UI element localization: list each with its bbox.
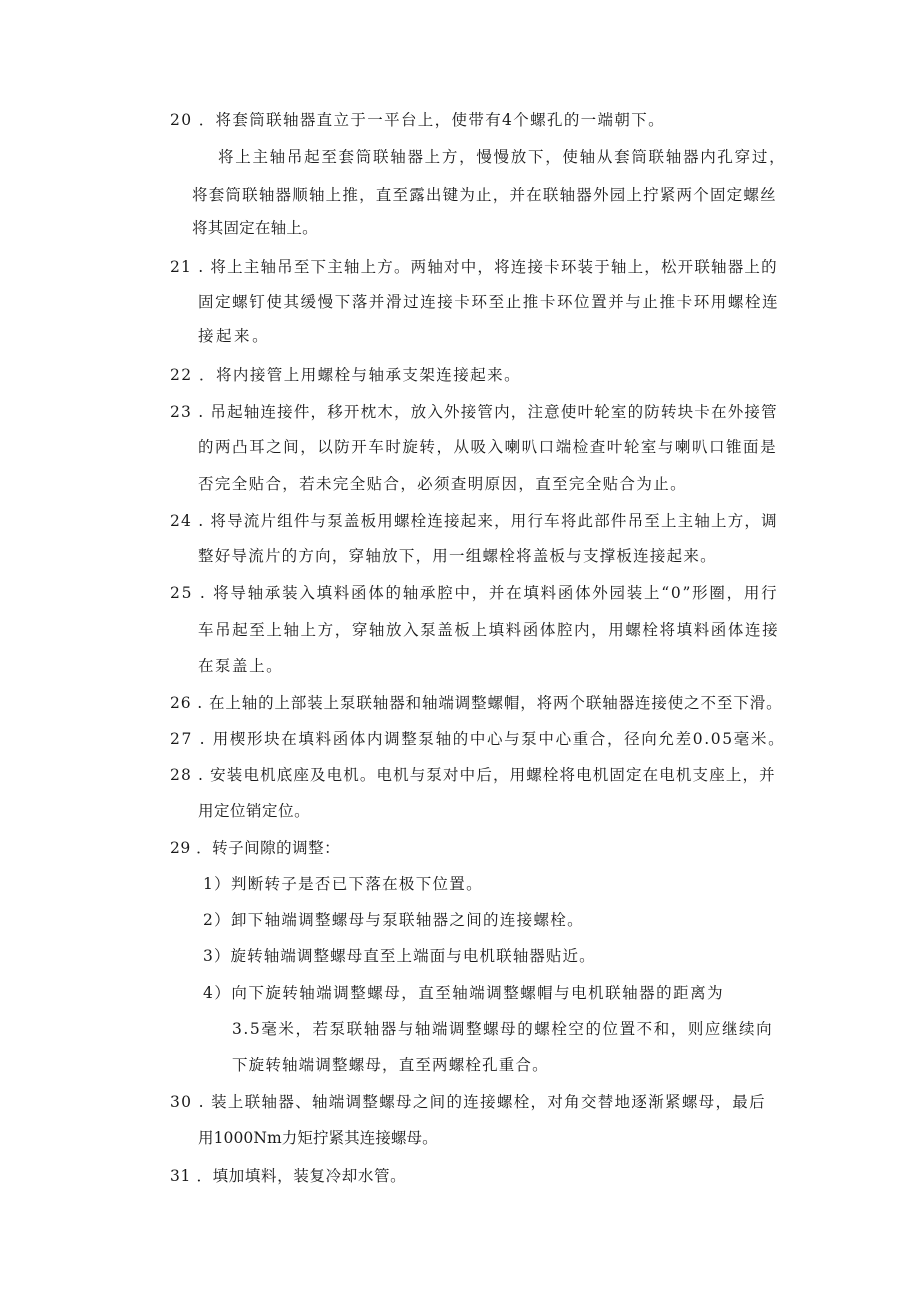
item-29-sub-2: 2）卸下轴端调整螺母与泵联轴器之间的连接螺栓。 bbox=[203, 911, 584, 929]
item-29-sub-1: 1）判断转子是否已下落在极下位置。 bbox=[203, 875, 483, 893]
item-20-line-1: 20 ．将套筒联轴器直立于一平台上，使带有4个螺孔的一端朝下。 bbox=[170, 111, 665, 129]
item-29-sub-4-line-2: 3.5毫米，若泵联轴器与轴端调整螺母的螺栓空的位置不和，则应继续向 bbox=[232, 1020, 774, 1038]
item-25-line-1: 25 . 将导轴承装入填料函体的轴承腔中，并在填料函体外园装上“0”形圈，用行 bbox=[170, 584, 779, 602]
item-30-line-1: 30 . 装上联轴器、轴端调整螺母之间的连接螺栓，对角交替地逐渐紧螺母，最后 bbox=[170, 1093, 766, 1111]
item-29-sub-4-line-1: 4）向下旋转轴端调整螺母，直至轴端调整螺帽与电机联轴器的距离为 bbox=[203, 984, 725, 1002]
item-25-line-2: 车吊起至上轴上方，穿轴放入泵盖板上填料函体腔内，用螺栓将填料函体连接 bbox=[198, 621, 780, 639]
item-30-line-2: 用1000Nm力矩拧紧其连接螺母。 bbox=[198, 1129, 438, 1147]
item-24-line-1: 24 . 将导流片组件与泵盖板用螺栓连接起来，用行车将此部件吊至上主轴上方，调 bbox=[170, 512, 778, 530]
item-28-line-2: 用定位销定位。 bbox=[198, 802, 311, 820]
item-21-line-3: 接起来。 bbox=[198, 327, 271, 345]
item-29-sub-4-line-3: 下旋转轴端调整螺母，直至两螺栓孔重合。 bbox=[232, 1056, 549, 1074]
item-24-line-2: 整好导流片的方向，穿轴放下，用一组螺栓将盖板与支撑板连接起来。 bbox=[198, 547, 717, 565]
item-27-line-1: 27 . 用楔形块在填料函体内调整泵轴的中心与泵中心重合，径向允差0.05毫米。 bbox=[170, 730, 786, 748]
item-28-line-1: 28 . 安装电机底座及电机。电机与泵对中后，用螺栓将电机固定在电机支座上，并 bbox=[170, 766, 776, 784]
item-22-line-1: 22 ．将内接管上用螺栓与轴承支架连接起来。 bbox=[170, 366, 522, 384]
item-20-line-3: 将套筒联轴器顺轴上推，直至露出键为止，并在联轴器外园上拧紧两个固定螺丝 bbox=[192, 186, 777, 204]
item-20-line-4: 将其固定在轴上。 bbox=[192, 219, 318, 237]
item-23-line-1: 23 . 吊起轴连接件，移开枕木，放入外接管内，注意使叶轮室的防转块卡在外接管 bbox=[170, 403, 778, 421]
item-29-line-1: 29 ．转子间隙的调整： bbox=[170, 839, 341, 857]
item-31-line-1: 31 ．填加填料，装复冷却水管。 bbox=[170, 1167, 407, 1185]
item-21-line-2: 固定螺钉使其缓慢下落并滑过连接卡环至止推卡环位置并与止推卡环用螺栓连 bbox=[198, 293, 780, 311]
item-25-line-3: 在泵盖上。 bbox=[198, 657, 284, 675]
item-26-line-1: 26 . 在上轴的上部装上泵联轴器和轴端调整螺帽，将两个联轴器连接使之不至下滑。 bbox=[170, 694, 783, 712]
item-29-sub-3: 3）旋转轴端调整螺母直至上端面与电机联轴器贴近。 bbox=[203, 947, 596, 965]
item-20-line-2: 将上主轴吊起至套筒联轴器上方，慢慢放下，使轴从套筒联轴器内孔穿过， bbox=[218, 148, 787, 166]
item-23-line-3: 否完全贴合，若未完全贴合，必须查明原因，直至完全贴合为止。 bbox=[198, 475, 687, 493]
item-21-line-1: 21 . 将上主轴吊至下主轴上方。两轴对中，将连接卡环装于轴上，松开联轴器上的 bbox=[170, 258, 778, 276]
item-23-line-2: 的两凸耳之间，以防开车时旋转，从吸入喇叭口端检查叶轮室与喇叭口锥面是 bbox=[198, 438, 778, 456]
